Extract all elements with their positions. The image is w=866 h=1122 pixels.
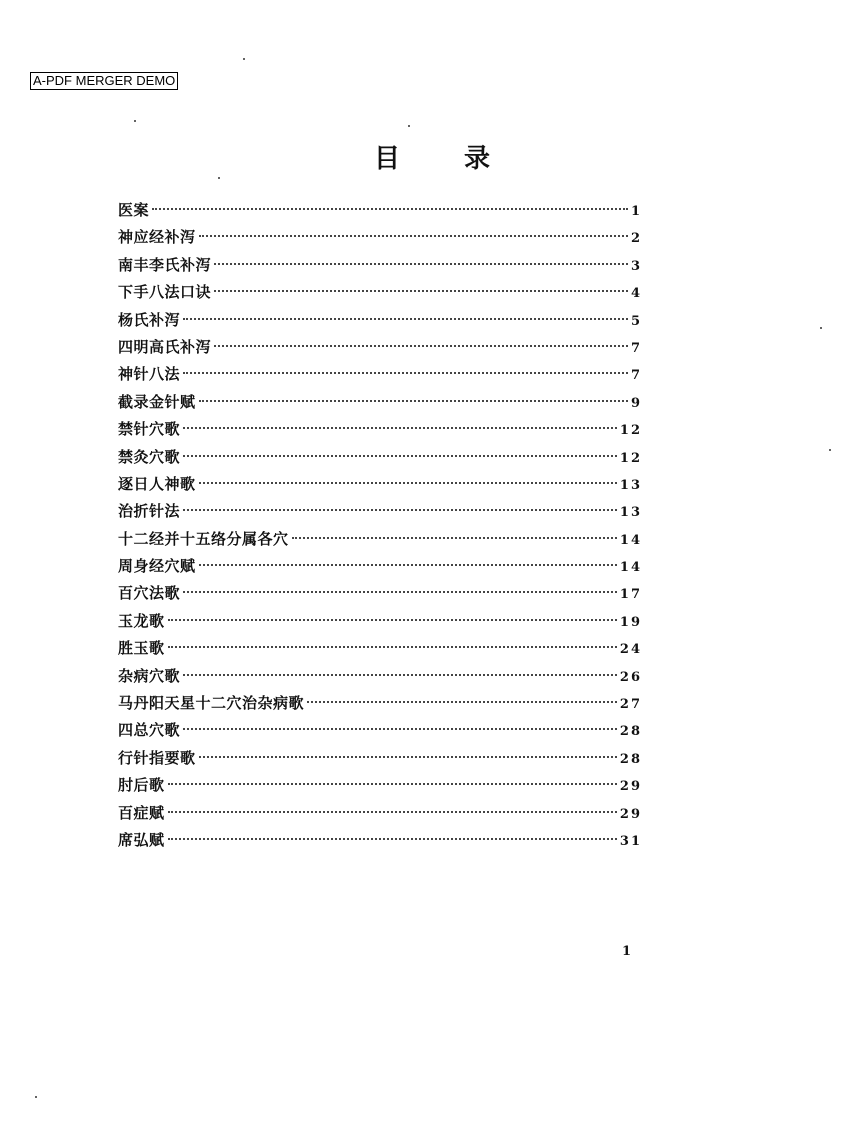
toc-entry-page: 12 (619, 423, 642, 439)
toc-entry[interactable] (118, 199, 642, 226)
toc-entry-page: 2 (630, 231, 642, 247)
toc-entry-page: 4 (630, 286, 642, 302)
toc-dot-leader (168, 619, 617, 621)
toc-entry-title: 十二经并十五络分属各穴 (118, 529, 289, 548)
toc-entry-title: 玉龙歌 (118, 611, 165, 630)
toc-entry-page: 17 (619, 587, 642, 603)
toc-entry-title: 治折针法 (118, 502, 181, 521)
toc-dot-leader (168, 783, 617, 785)
toc-entry[interactable] (118, 774, 642, 801)
toc-entry-page: 24 (619, 642, 642, 658)
page-title (0, 138, 866, 175)
toc-dot-leader (152, 208, 628, 210)
toc-dot-leader (307, 701, 617, 703)
scan-speck (408, 125, 410, 127)
toc-dot-leader (183, 427, 617, 429)
toc-entry[interactable] (118, 309, 642, 336)
toc-entry-title: 百穴法歌 (118, 584, 181, 603)
scan-speck (820, 327, 822, 329)
toc-entry[interactable] (118, 528, 642, 555)
toc-entry-title: 四明高氏补泻 (118, 337, 212, 356)
toc-entry[interactable] (118, 226, 642, 253)
toc-entry-title: 杂病穴歌 (118, 666, 181, 685)
toc-entry[interactable] (118, 637, 642, 664)
toc-dot-leader (214, 263, 628, 265)
toc-dot-leader (199, 235, 628, 237)
toc-entry[interactable] (118, 610, 642, 637)
toc-dot-leader (183, 674, 617, 676)
toc-entry-page: 7 (630, 340, 642, 356)
toc-entry-page: 26 (619, 669, 642, 685)
scan-speck (829, 449, 831, 451)
toc-entry-page: 19 (619, 614, 642, 630)
toc-entry[interactable] (118, 692, 642, 719)
toc-entry[interactable] (118, 254, 642, 281)
toc-entry-title: 神应经补泻 (118, 228, 196, 247)
title-char-second: 录 (464, 144, 493, 174)
demo-watermark: A-PDF MERGER DEMO (30, 72, 178, 90)
scan-speck (35, 1096, 37, 1098)
scan-speck (218, 177, 220, 179)
toc-dot-leader (183, 318, 628, 320)
toc-entry[interactable] (118, 446, 642, 473)
table-of-contents (118, 199, 642, 856)
scan-speck (243, 58, 245, 60)
toc-entry-page: 3 (630, 258, 642, 274)
toc-dot-leader (199, 482, 617, 484)
toc-entry-title: 逐日人神歌 (118, 474, 196, 493)
toc-dot-leader (183, 591, 617, 593)
toc-entry-page: 27 (619, 697, 642, 713)
toc-entry-title: 南丰李氏补泻 (118, 255, 212, 274)
toc-entry[interactable] (118, 747, 642, 774)
toc-entry-page: 13 (619, 505, 642, 521)
toc-dot-leader (168, 811, 617, 813)
toc-dot-leader (183, 728, 617, 730)
toc-entry-title: 马丹阳天星十二穴治杂病歌 (118, 694, 305, 713)
toc-entry-title: 肘后歌 (118, 776, 165, 795)
toc-entry[interactable] (118, 719, 642, 746)
toc-entry[interactable] (118, 500, 642, 527)
toc-entry-title: 禁灸穴歌 (118, 447, 181, 466)
toc-dot-leader (183, 509, 617, 511)
toc-entry-page: 31 (619, 833, 642, 849)
toc-entry-title: 席弘赋 (118, 830, 165, 849)
toc-dot-leader (168, 838, 617, 840)
scan-speck (134, 120, 136, 122)
toc-entry-page: 9 (630, 395, 642, 411)
toc-entry[interactable] (118, 336, 642, 363)
toc-dot-leader (199, 564, 617, 566)
toc-entry-page: 7 (630, 368, 642, 384)
toc-entry-title: 医案 (118, 201, 150, 219)
toc-dot-leader (292, 537, 617, 539)
toc-entry[interactable] (118, 555, 642, 582)
toc-entry[interactable] (118, 582, 642, 609)
toc-entry-title: 截录金针赋 (118, 392, 196, 411)
toc-dot-leader (214, 290, 628, 292)
toc-entry[interactable] (118, 418, 642, 445)
toc-entry-title: 杨氏补泻 (118, 310, 181, 329)
toc-entry-page: 28 (619, 751, 642, 767)
page-number: 1 (622, 944, 632, 959)
toc-entry-title: 禁针穴歌 (118, 420, 181, 439)
toc-entry-page: 12 (619, 450, 642, 466)
toc-entry-title: 百症赋 (118, 803, 165, 822)
toc-entry-page: 29 (619, 806, 642, 822)
toc-entry-page: 5 (630, 313, 642, 329)
toc-dot-leader (199, 400, 628, 402)
toc-entry-title: 周身经穴赋 (118, 557, 196, 576)
toc-entry-title: 四总穴歌 (118, 721, 181, 740)
toc-entry[interactable] (118, 802, 642, 829)
toc-entry-page: 14 (619, 532, 642, 548)
toc-entry-title: 行针指要歌 (118, 748, 196, 767)
toc-dot-leader (214, 345, 628, 347)
toc-dot-leader (168, 646, 617, 648)
toc-entry[interactable] (118, 363, 642, 390)
toc-dot-leader (183, 455, 617, 457)
toc-entry-page: 1 (630, 204, 642, 219)
title-char-first: 目 (373, 144, 402, 174)
toc-entry-title: 胜玉歌 (118, 639, 165, 658)
toc-entry-title: 神针八法 (118, 365, 181, 384)
toc-entry-page: 13 (619, 477, 642, 493)
toc-dot-leader (199, 756, 617, 758)
toc-dot-leader (183, 372, 628, 374)
toc-entry[interactable] (118, 473, 642, 500)
toc-entry[interactable] (118, 281, 642, 308)
toc-entry-page: 29 (619, 779, 642, 795)
toc-entry[interactable] (118, 391, 642, 418)
toc-entry[interactable] (118, 665, 642, 692)
toc-entry-page: 14 (619, 560, 642, 576)
toc-entry[interactable] (118, 829, 642, 856)
toc-entry-title: 下手八法口诀 (118, 283, 212, 302)
toc-entry-page: 28 (619, 724, 642, 740)
